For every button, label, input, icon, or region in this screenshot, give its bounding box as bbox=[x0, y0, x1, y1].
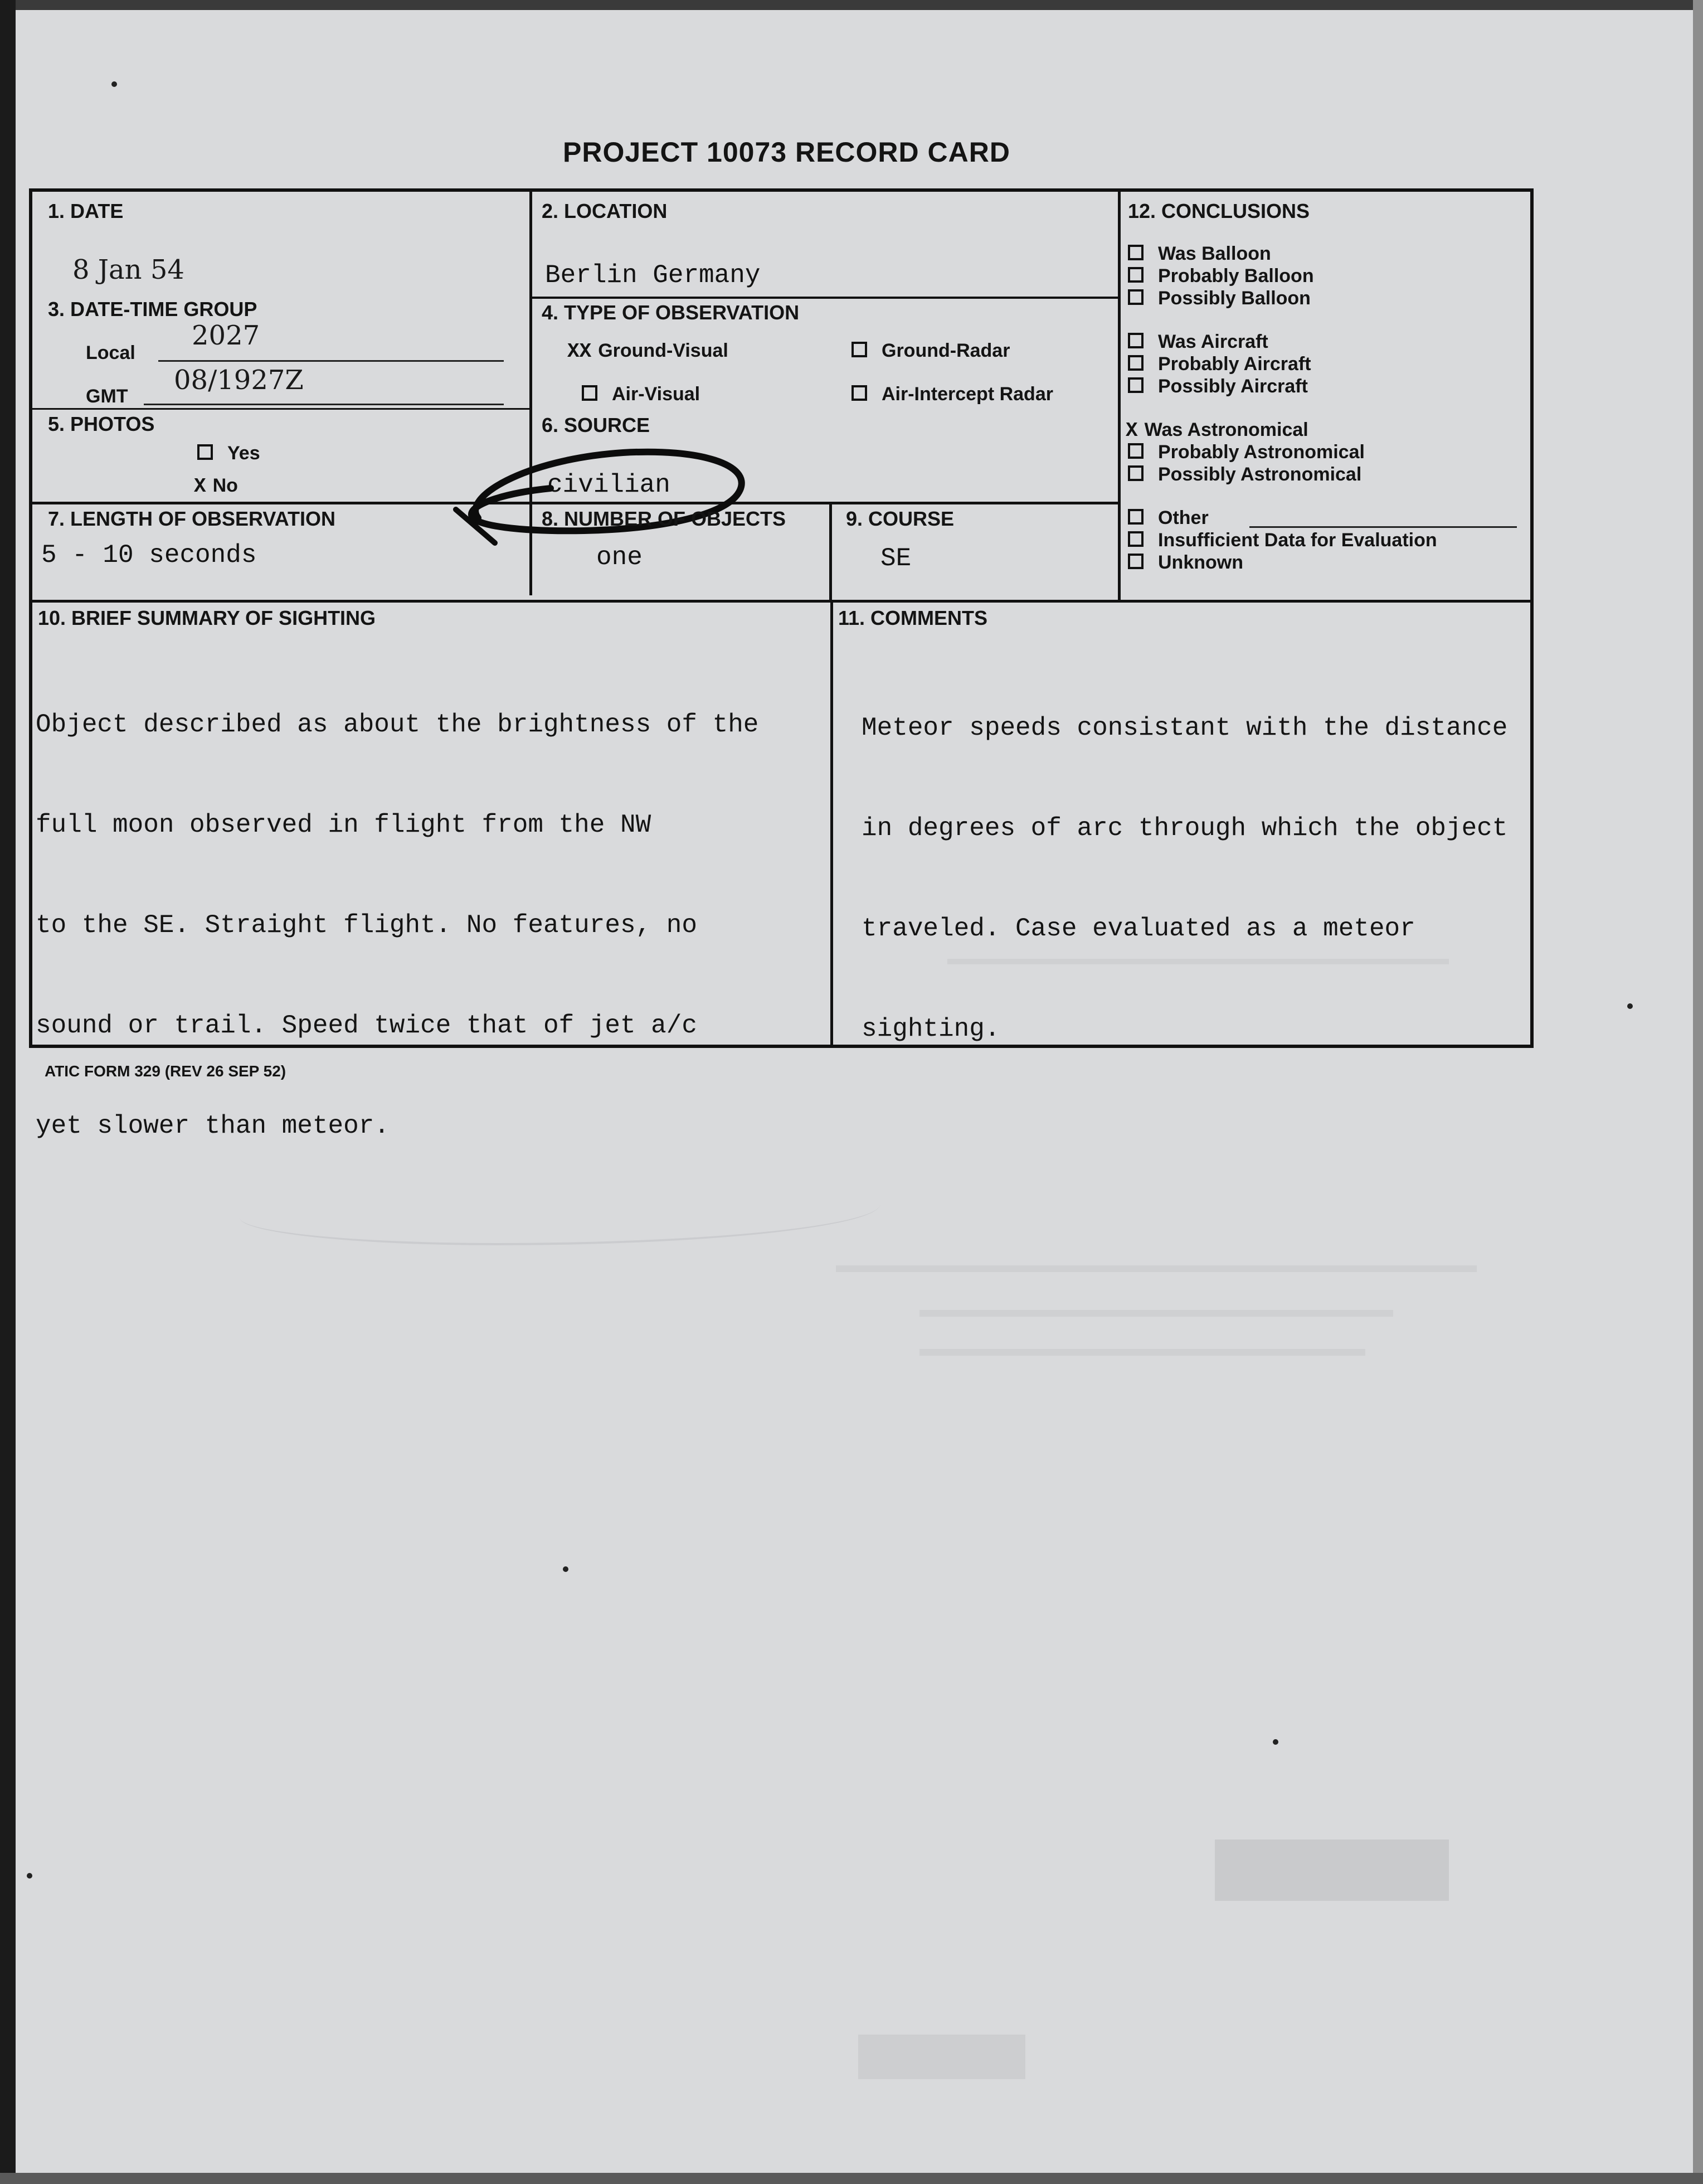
checkbox bbox=[1128, 289, 1144, 305]
option-air-intercept-radar bbox=[852, 384, 1053, 405]
checkbox bbox=[1128, 245, 1144, 260]
option-photos-no bbox=[194, 475, 238, 498]
option-photos-yes bbox=[197, 443, 260, 464]
date-label: 1. DATE bbox=[48, 200, 124, 222]
conclusion-was-balloon bbox=[1128, 243, 1271, 265]
conclusion-label: Probably Balloon bbox=[1158, 265, 1314, 287]
form-number: ATIC FORM 329 (REV 26 SEP 52) bbox=[45, 1062, 286, 1080]
divider bbox=[1118, 192, 1121, 602]
comments-line: Meteor speeds consistant with the distance bbox=[862, 714, 1508, 742]
conclusion-label: Was Balloon bbox=[1158, 243, 1271, 264]
conclusion-possibly-balloon bbox=[1128, 288, 1311, 309]
conclusion-insufficient-data bbox=[1128, 530, 1437, 551]
scan-speck bbox=[111, 81, 117, 87]
conclusions-label: 12. CONCLUSIONS bbox=[1128, 200, 1310, 222]
local-underline bbox=[158, 360, 504, 362]
ground-visual-label: Ground-Visual bbox=[598, 340, 728, 361]
source-value: civilian bbox=[547, 470, 670, 499]
photos-no-label: No bbox=[212, 475, 238, 496]
checkbox bbox=[852, 342, 867, 357]
gmt-underline bbox=[144, 404, 504, 405]
divider bbox=[529, 297, 1119, 299]
checkbox bbox=[852, 385, 867, 401]
length-of-observation-value: 5 - 10 seconds bbox=[41, 541, 257, 570]
checkbox bbox=[1128, 443, 1144, 459]
date-time-group-label: 3. DATE-TIME GROUP bbox=[48, 298, 257, 321]
local-time-value: 2027 bbox=[192, 320, 260, 351]
checkbox bbox=[1128, 554, 1144, 569]
option-air-visual bbox=[582, 384, 700, 405]
comments-line: sighting. bbox=[862, 1015, 1000, 1044]
air-intercept-radar-label: Air-Intercept Radar bbox=[882, 384, 1053, 405]
number-of-objects-label: 8. NUMBER OF OBJECTS bbox=[542, 507, 786, 530]
gmt-label: GMT bbox=[86, 386, 128, 407]
comments-label: 11. COMMENTS bbox=[838, 606, 988, 629]
conclusion-label: Other bbox=[1158, 507, 1209, 528]
conclusion-label: Possibly Balloon bbox=[1158, 288, 1311, 309]
ground-visual-mark: XX bbox=[567, 340, 592, 363]
conclusion-possibly-aircraft bbox=[1128, 376, 1308, 397]
number-of-objects-value: one bbox=[596, 543, 643, 572]
conclusion-label: Unknown bbox=[1158, 552, 1243, 573]
checkbox bbox=[1128, 509, 1144, 525]
page-edge-left bbox=[0, 0, 16, 2184]
conclusion-label: Possibly Aircraft bbox=[1158, 376, 1308, 397]
divider bbox=[32, 408, 529, 410]
conclusion-label: Probably Aircraft bbox=[1158, 353, 1311, 375]
was-astronomical-mark: X bbox=[1126, 419, 1138, 442]
date-value: 8 Jan 54 bbox=[72, 254, 184, 285]
comments-line: in degrees of arc through which the object bbox=[862, 814, 1508, 843]
divider bbox=[830, 600, 833, 1046]
divider bbox=[32, 600, 1531, 603]
air-visual-label: Air-Visual bbox=[612, 384, 700, 405]
comments-text bbox=[862, 644, 1507, 1113]
conclusion-probably-aircraft bbox=[1128, 353, 1311, 375]
location-value: Berlin Germany bbox=[545, 261, 761, 290]
checkbox bbox=[582, 385, 597, 401]
ground-radar-label: Ground-Radar bbox=[882, 340, 1010, 361]
brief-summary-text bbox=[36, 641, 758, 1210]
photos-label: 5. PHOTOS bbox=[48, 412, 155, 435]
brief-summary-label: 10. BRIEF SUMMARY OF SIGHTING bbox=[38, 606, 376, 629]
checkbox bbox=[1128, 267, 1144, 283]
photos-yes-label: Yes bbox=[227, 443, 260, 464]
scan-speck bbox=[1627, 1003, 1633, 1009]
scan-speck bbox=[1273, 1739, 1278, 1745]
conclusion-label: Insufficient Data for Evaluation bbox=[1158, 530, 1437, 551]
course-value: SE bbox=[880, 544, 912, 573]
page-edge-top bbox=[0, 0, 1703, 10]
checkbox bbox=[1128, 355, 1144, 371]
conclusion-other bbox=[1128, 507, 1209, 529]
comments-line: traveled. Case evaluated as a meteor bbox=[862, 914, 1415, 943]
gmt-time-value: 08/1927Z bbox=[174, 365, 304, 396]
divider bbox=[829, 502, 832, 602]
length-of-observation-label: 7. LENGTH OF OBSERVATION bbox=[48, 507, 336, 530]
summary-line: to the SE. Straight flight. No features, no bbox=[36, 911, 697, 940]
conclusion-label: Possibly Astronomical bbox=[1158, 464, 1362, 485]
conclusion-was-aircraft bbox=[1128, 331, 1268, 353]
other-underline bbox=[1249, 526, 1517, 528]
summary-line: full moon observed in flight from the NW bbox=[36, 810, 651, 839]
source-label: 6. SOURCE bbox=[542, 414, 650, 436]
local-label: Local bbox=[86, 342, 135, 363]
checkbox bbox=[1128, 465, 1144, 481]
checkbox bbox=[197, 444, 213, 460]
summary-line: Object described as about the brightness of the bbox=[36, 710, 759, 739]
scan-speck bbox=[563, 1566, 568, 1572]
checkbox bbox=[1128, 333, 1144, 348]
option-ground-visual bbox=[567, 340, 728, 363]
conclusion-label: Probably Astronomical bbox=[1158, 441, 1365, 463]
conclusion-unknown bbox=[1128, 552, 1243, 574]
page-edge-right bbox=[1693, 0, 1703, 2184]
type-of-observation-label: 4. TYPE OF OBSERVATION bbox=[542, 301, 800, 324]
checkbox bbox=[1128, 377, 1144, 393]
summary-line: yet slower than meteor. bbox=[36, 1112, 390, 1140]
conclusion-was-astronomical bbox=[1126, 419, 1308, 442]
course-label: 9. COURSE bbox=[846, 507, 955, 530]
conclusion-label: Was Aircraft bbox=[1158, 331, 1268, 352]
conclusion-probably-astronomical bbox=[1128, 441, 1365, 463]
checkbox bbox=[1128, 531, 1144, 547]
photos-no-mark: X bbox=[194, 475, 206, 498]
scan-speck bbox=[27, 1873, 32, 1879]
page-edge-bottom bbox=[0, 2173, 1703, 2184]
conclusion-probably-balloon bbox=[1128, 265, 1314, 287]
conclusion-possibly-astronomical bbox=[1128, 464, 1361, 486]
location-label: 2. LOCATION bbox=[542, 200, 668, 222]
card-title: PROJECT 10073 RECORD CARD bbox=[563, 137, 1010, 168]
conclusion-label: Was Astronomical bbox=[1144, 419, 1308, 440]
option-ground-radar bbox=[852, 340, 1010, 362]
summary-line: sound or trail. Speed twice that of jet a/c bbox=[36, 1011, 697, 1040]
